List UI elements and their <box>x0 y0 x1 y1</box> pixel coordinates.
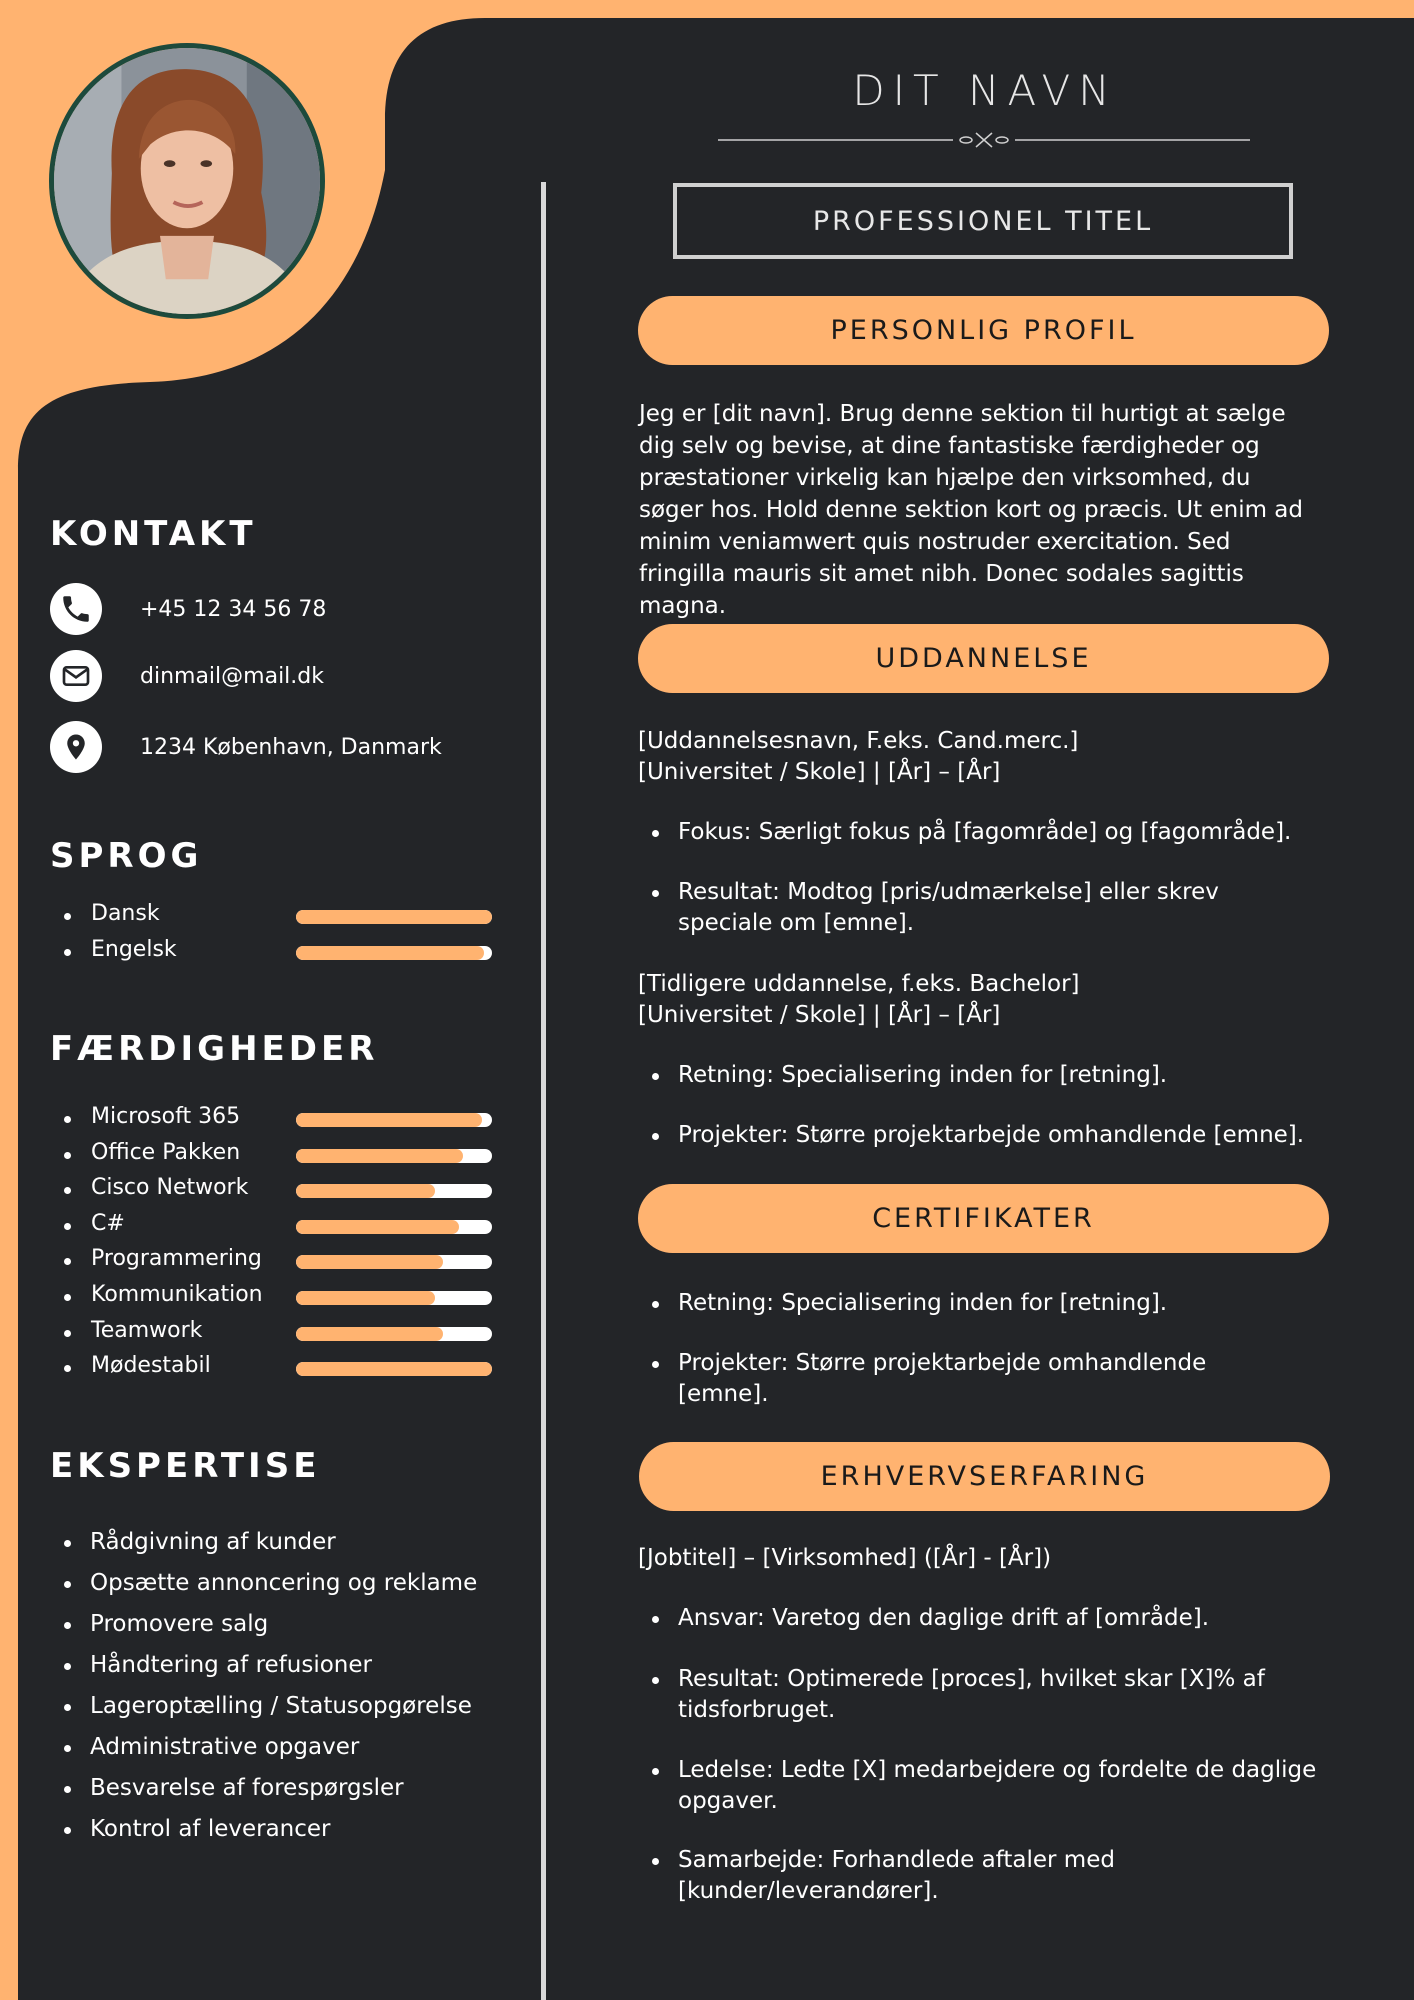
education-school: [Universitet / Skole] | [År] – [År] <box>638 1002 1001 1028</box>
contact-email <box>50 648 324 704</box>
bullet-dot <box>64 1330 71 1337</box>
level-fill <box>296 946 484 960</box>
expertise-text: Administrative opgaver <box>90 1734 360 1760</box>
bullet-dot <box>64 1663 71 1670</box>
bullet-dot <box>652 1301 659 1308</box>
level-track <box>296 1327 492 1341</box>
education-school: [Universitet / Skole] | [År] – [År] <box>638 759 1001 785</box>
bullet-text: Retning: Specialisering inden for [retning]. <box>678 1290 1168 1316</box>
skill-item <box>64 1246 504 1276</box>
expertise-text: Kontrol af leverancer <box>90 1816 331 1842</box>
expertise-text: Opsætte annoncering og reklame <box>90 1570 478 1596</box>
bullet-dot <box>652 830 659 837</box>
education-bullet <box>678 877 1318 939</box>
skill-item <box>64 1175 504 1205</box>
expertise-item <box>90 1773 404 1804</box>
education-bullet <box>678 1120 1318 1151</box>
bullet-text: Resultat: Optimerede [proces], hvilket skar [X]% af tidsforbruget. <box>678 1666 1265 1723</box>
avatar <box>49 43 325 319</box>
expertise-text: Lageroptælling / Statusopgørelse <box>90 1693 472 1719</box>
level-fill <box>296 1220 459 1234</box>
skill-label: C# <box>91 1211 125 1236</box>
bullet-dot <box>652 1677 659 1684</box>
bullet-text: Projekter: Større projektarbejde omhandlende [emne]. <box>678 1350 1207 1407</box>
bullet-dot <box>64 913 71 920</box>
certificate-bullet <box>678 1348 1238 1410</box>
level-track <box>296 1184 492 1198</box>
language-label: Engelsk <box>91 937 177 962</box>
level-track <box>296 1113 492 1127</box>
candidate-name: DIT NAVN <box>852 66 1118 115</box>
expertise-text: Håndtering af refusioner <box>90 1652 372 1678</box>
mail-icon <box>50 650 102 702</box>
phone-number: +45 12 34 56 78 <box>140 596 327 622</box>
experience-bullet <box>678 1845 1198 1907</box>
bullet-text: Retning: Specialisering inden for [retning]. <box>678 1062 1168 1088</box>
expertise-item <box>90 1568 477 1599</box>
level-track <box>296 1149 492 1163</box>
location-pin-icon <box>50 721 102 773</box>
bullet-dot <box>652 1133 659 1140</box>
bullet-text: Samarbejde: Forhandlede aftaler med [kunder/leverandører]. <box>678 1847 1115 1904</box>
skill-item <box>64 1140 504 1170</box>
bullet-dot <box>64 1786 71 1793</box>
expertise-item <box>90 1691 472 1722</box>
skill-label: Cisco Network <box>91 1175 249 1200</box>
education-degree: [Uddannelsesnavn, F.eks. Cand.merc.] <box>638 728 1079 754</box>
skill-label: Mødestabil <box>91 1353 211 1378</box>
expertise-item <box>90 1527 336 1558</box>
expertise-item <box>90 1814 331 1845</box>
experience-bullet <box>678 1603 1318 1634</box>
section-header-text: ERHVERVSERFARING <box>820 1461 1149 1492</box>
skill-item <box>64 1104 504 1134</box>
column-divider <box>541 182 546 2000</box>
bullet-dot <box>652 1768 659 1775</box>
languages-heading: SPROG <box>50 836 203 876</box>
bullet-dot <box>652 1361 659 1368</box>
bullet-dot <box>652 1073 659 1080</box>
bullet-text: Ansvar: Varetog den daglige drift af [område]. <box>678 1605 1210 1631</box>
bullet-dot <box>64 1704 71 1711</box>
expertise-text: Promovere salg <box>90 1611 269 1637</box>
level-fill <box>296 910 492 924</box>
job-title-line: [Jobtitel] – [Virksomhed] ([År] - [År]) <box>638 1545 1052 1571</box>
level-track <box>296 1220 492 1234</box>
education-bullet <box>678 1060 1318 1091</box>
profile-text: Jeg er [dit navn]. Brug denne sektion til hurtigt at sælge dig selv og bevise, at dine fantastiske færdigheder og præstationer virkelig kan hjælpe den virksomhed, du søger hos. Hold denne sektion kort og præcis. Ut enim ad minim veniamwert quis nostruder exercitation. Sed fringilla mauris sit amet nibh. Donec sodales sagittis magna. <box>639 401 1303 619</box>
section-header-text: UDDANNELSE <box>875 643 1092 674</box>
level-track <box>296 1255 492 1269</box>
bullet-text: Resultat: Modtog [pris/udmærkelse] eller skrev speciale om [emne]. <box>678 879 1219 936</box>
bullet-text: Fokus: Særligt fokus på [fagområde] og [fagområde]. <box>678 819 1292 845</box>
expertise-item <box>90 1609 268 1640</box>
expertise-text: Rådgivning af kunder <box>90 1529 336 1555</box>
contact-address <box>50 719 442 775</box>
skill-item <box>64 1353 504 1383</box>
level-fill <box>296 1113 482 1127</box>
bullet-dot <box>64 1622 71 1629</box>
language-item <box>64 937 504 967</box>
bullet-dot <box>64 1223 71 1230</box>
level-fill <box>296 1327 443 1341</box>
section-header-education <box>638 624 1329 693</box>
skill-item <box>64 1282 504 1312</box>
level-fill <box>296 1149 463 1163</box>
level-fill <box>296 1184 435 1198</box>
address-text: 1234 København, Danmark <box>140 734 442 760</box>
bullet-dot <box>64 1745 71 1752</box>
skill-label: Microsoft 365 <box>91 1104 241 1129</box>
section-header-text: CERTIFIKATER <box>872 1203 1095 1234</box>
professional-title-text: PROFESSIONEL TITEL <box>812 205 1154 237</box>
bullet-dot <box>652 1616 659 1623</box>
bullet-text: Ledelse: Ledte [X] medarbejdere og fordelte de daglige opgaver. <box>678 1757 1317 1814</box>
expertise-item <box>90 1650 372 1681</box>
level-track <box>296 946 492 960</box>
bullet-dot <box>64 1540 71 1547</box>
education-degree: [Tidligere uddannelse, f.eks. Bachelor] <box>638 971 1080 997</box>
education-bullet <box>678 817 1318 848</box>
experience-bullet <box>678 1664 1278 1726</box>
experience-bullet <box>678 1755 1318 1817</box>
skill-label: Kommunikation <box>91 1282 263 1307</box>
bullet-text: Projekter: Større projektarbejde omhandlende [emne]. <box>678 1122 1305 1148</box>
expertise-item <box>90 1732 359 1763</box>
level-track <box>296 1362 492 1376</box>
portrait-photo <box>54 48 320 314</box>
bullet-dot <box>652 890 659 897</box>
bullet-dot <box>64 1365 71 1372</box>
professional-title <box>673 183 1293 259</box>
bullet-dot <box>652 1858 659 1865</box>
level-fill <box>296 1362 492 1376</box>
bullet-dot <box>64 1827 71 1834</box>
bullet-dot <box>64 1152 71 1159</box>
skill-label: Office Pakken <box>91 1140 241 1165</box>
bullet-dot <box>64 949 71 956</box>
language-label: Dansk <box>91 901 160 926</box>
section-header-text: PERSONLIG PROFIL <box>830 315 1137 346</box>
expertise-heading: EKSPERTISE <box>50 1446 321 1486</box>
bullet-dot <box>64 1258 71 1265</box>
bullet-dot <box>64 1187 71 1194</box>
contact-heading: KONTAKT <box>50 514 257 554</box>
skill-item <box>64 1318 504 1348</box>
bullet-dot <box>64 1581 71 1588</box>
contact-phone <box>50 581 327 637</box>
section-header-experience <box>639 1442 1330 1511</box>
section-header-certificates <box>638 1184 1329 1253</box>
skill-label: Programmering <box>91 1246 262 1271</box>
skill-item <box>64 1211 504 1241</box>
language-item <box>64 901 504 931</box>
level-track <box>296 1291 492 1305</box>
skills-heading: FÆRDIGHEDER <box>50 1029 379 1069</box>
certificate-bullet <box>678 1288 1318 1319</box>
bullet-dot <box>64 1116 71 1123</box>
level-track <box>296 910 492 924</box>
email-address: dinmail@mail.dk <box>140 663 324 689</box>
skill-label: Teamwork <box>91 1318 203 1343</box>
level-fill <box>296 1255 443 1269</box>
section-header-profile <box>638 296 1329 365</box>
bullet-dot <box>64 1294 71 1301</box>
phone-icon <box>50 583 102 635</box>
expertise-text: Besvarelse af forespørgsler <box>90 1775 404 1801</box>
level-fill <box>296 1291 435 1305</box>
ornament-divider <box>718 130 1250 150</box>
